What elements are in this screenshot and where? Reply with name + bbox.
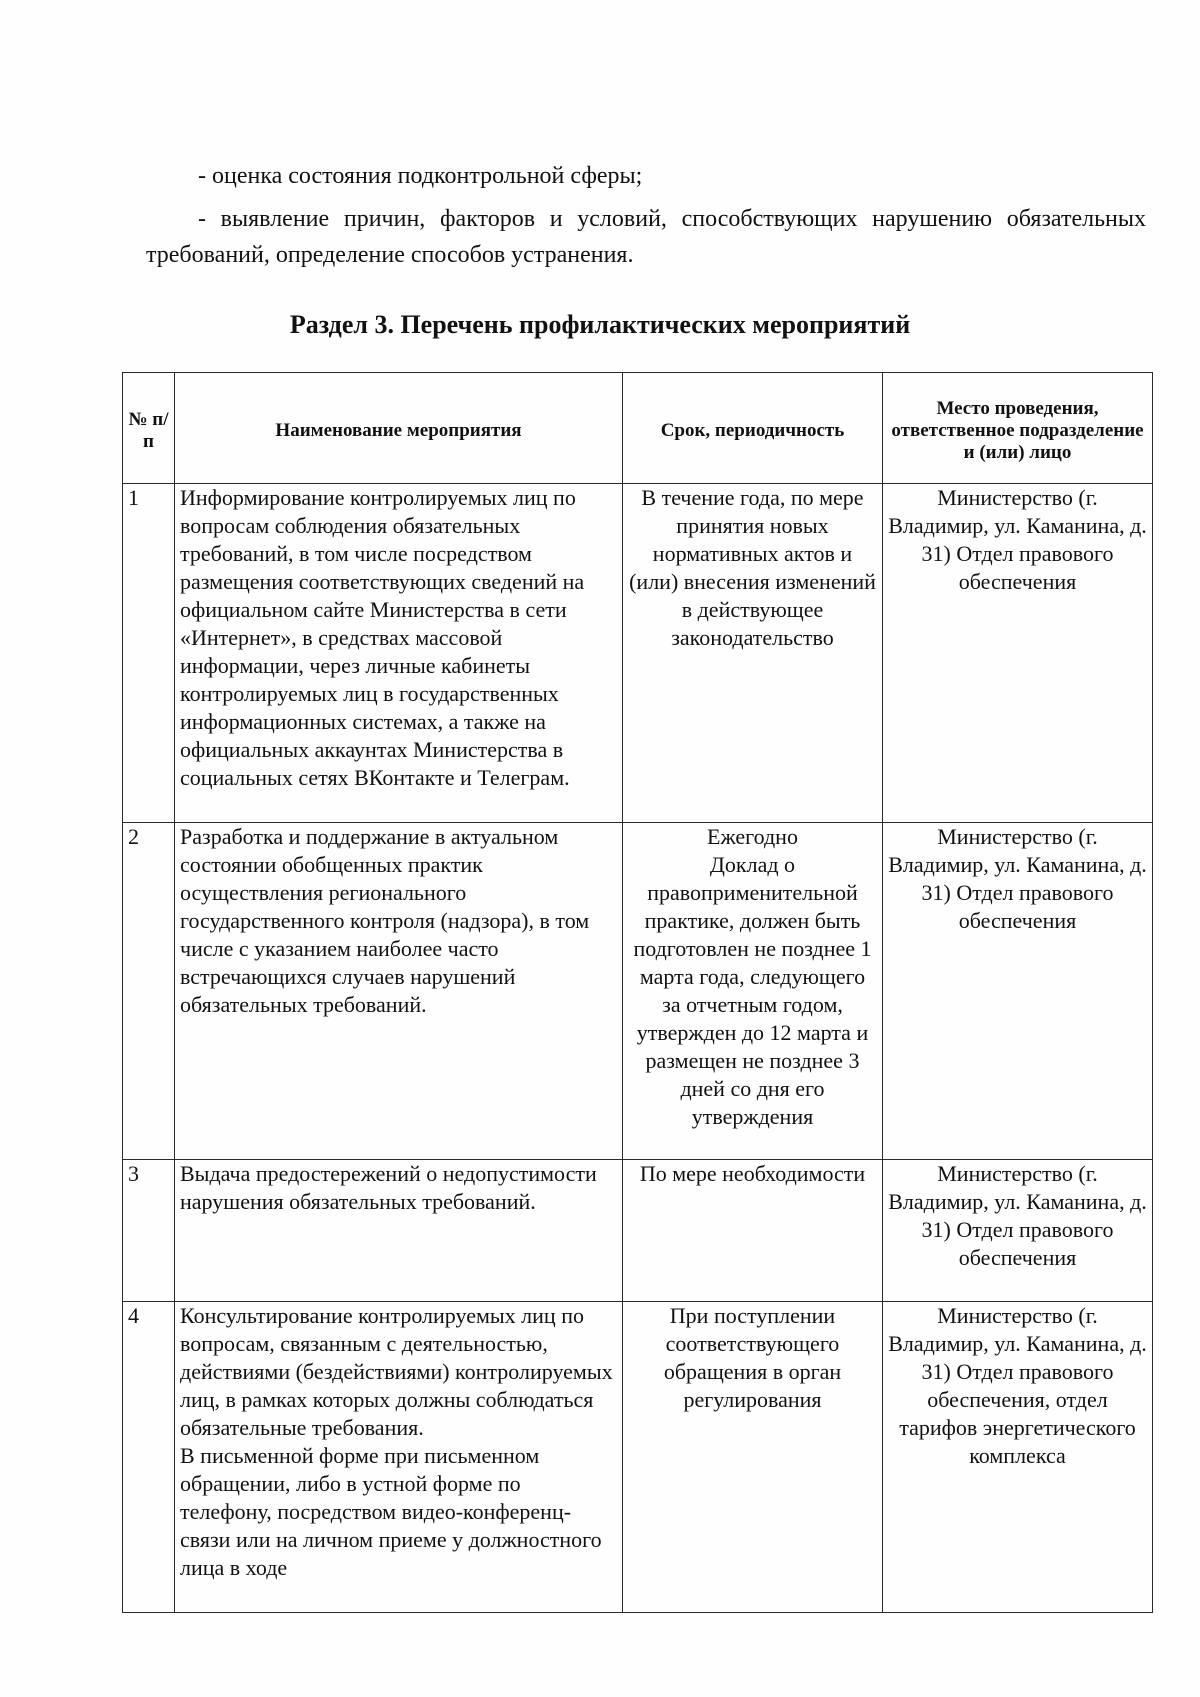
- table-row: [123, 484, 1153, 823]
- activity-term-line: Ежегодно: [707, 824, 798, 849]
- activity-name: Информирование контролируемых лиц по вопросам соблюдения обязательных требований, в том числе посредством размещения соответствующих сведений на официальном сайте Министерства в сети «Интернет», в средствах массовой информации, через личные кабинеты контролируемых лиц в государственных информационных системах, а также на официальных аккаунтах Министерства в социальных сетях ВКонтакте и Телеграм.: [175, 484, 623, 823]
- section-title: Раздел 3. Перечень профилактических мероприятий: [289, 310, 911, 339]
- activity-term: По мере необходимости: [623, 1160, 883, 1302]
- activity-term: В течение года, по мере принятия новых нормативных актов и (или) внесения изменений в действующее законодательство: [623, 484, 883, 823]
- intro-item-1: - оценка состояния подконтрольной сферы;: [198, 163, 643, 189]
- table-header-row: [123, 373, 1153, 484]
- row-number: 4: [123, 1302, 175, 1613]
- row-number: 2: [123, 823, 175, 1160]
- activity-name: [175, 1302, 623, 1613]
- activity-place: Министерство (г. Владимир, ул. Каманина, д. 31) Отдел правового обеспечения, отдел тарифов энергетического комплекса: [883, 1302, 1153, 1613]
- activity-name-part: Консультирование контролируемых лиц по вопросам, связанным с деятельностью, действиями (бездействиями) контролируемых лиц, в рамках которых должны соблюдаться обязательные требования.: [180, 1303, 613, 1440]
- activity-place: Министерство (г. Владимир, ул. Каманина, д. 31) Отдел правового обеспечения: [883, 484, 1153, 823]
- intro-item-2: - выявление причин, факторов и условий, способствующих нарушению обязательных требований, определение способов устранения.: [146, 206, 1146, 268]
- activity-name: Выдача предостережений о недопустимости нарушения обязательных требований.: [175, 1160, 623, 1302]
- row-number: 3: [123, 1160, 175, 1302]
- activity-term: [623, 823, 883, 1160]
- header-place: Место проведения, ответственное подразделение и (или) лицо: [883, 373, 1153, 484]
- activity-name-part: В письменной форме при письменном обращении, либо в устной форме по телефону, посредством видео-конференц-связи или на личном приеме у должностного лица в ходе: [180, 1443, 602, 1580]
- header-term: Срок, периодичность: [623, 373, 883, 484]
- header-name: Наименование мероприятия: [175, 373, 623, 484]
- activity-term-line: Доклад о правоприменительной практике, должен быть подготовлен не позднее 1 марта года, следующего за отчетным годом, утвержден до 12 марта и размещен не позднее 3 дней со дня его утверждения: [633, 852, 872, 1129]
- activity-name: Разработка и поддержание в актуальном состоянии обобщенных практик осуществления регионального государственного контроля (надзора), в том числе с указанием наиболее часто встречающихся случаев нарушений обязательных требований.: [175, 823, 623, 1160]
- header-num: № п/п: [123, 373, 175, 484]
- table-row: [123, 1160, 1153, 1302]
- activity-place: Министерство (г. Владимир, ул. Каманина, д. 31) Отдел правового обеспечения: [883, 1160, 1153, 1302]
- activity-place: Министерство (г. Владимир, ул. Каманина, д. 31) Отдел правового обеспечения: [883, 823, 1153, 1160]
- activities-table: [122, 372, 1153, 1613]
- table-row: [123, 1302, 1153, 1613]
- row-number: 1: [123, 484, 175, 823]
- activity-term: При поступлении соответствующего обращения в орган регулирования: [623, 1302, 883, 1613]
- table-row: [123, 823, 1153, 1160]
